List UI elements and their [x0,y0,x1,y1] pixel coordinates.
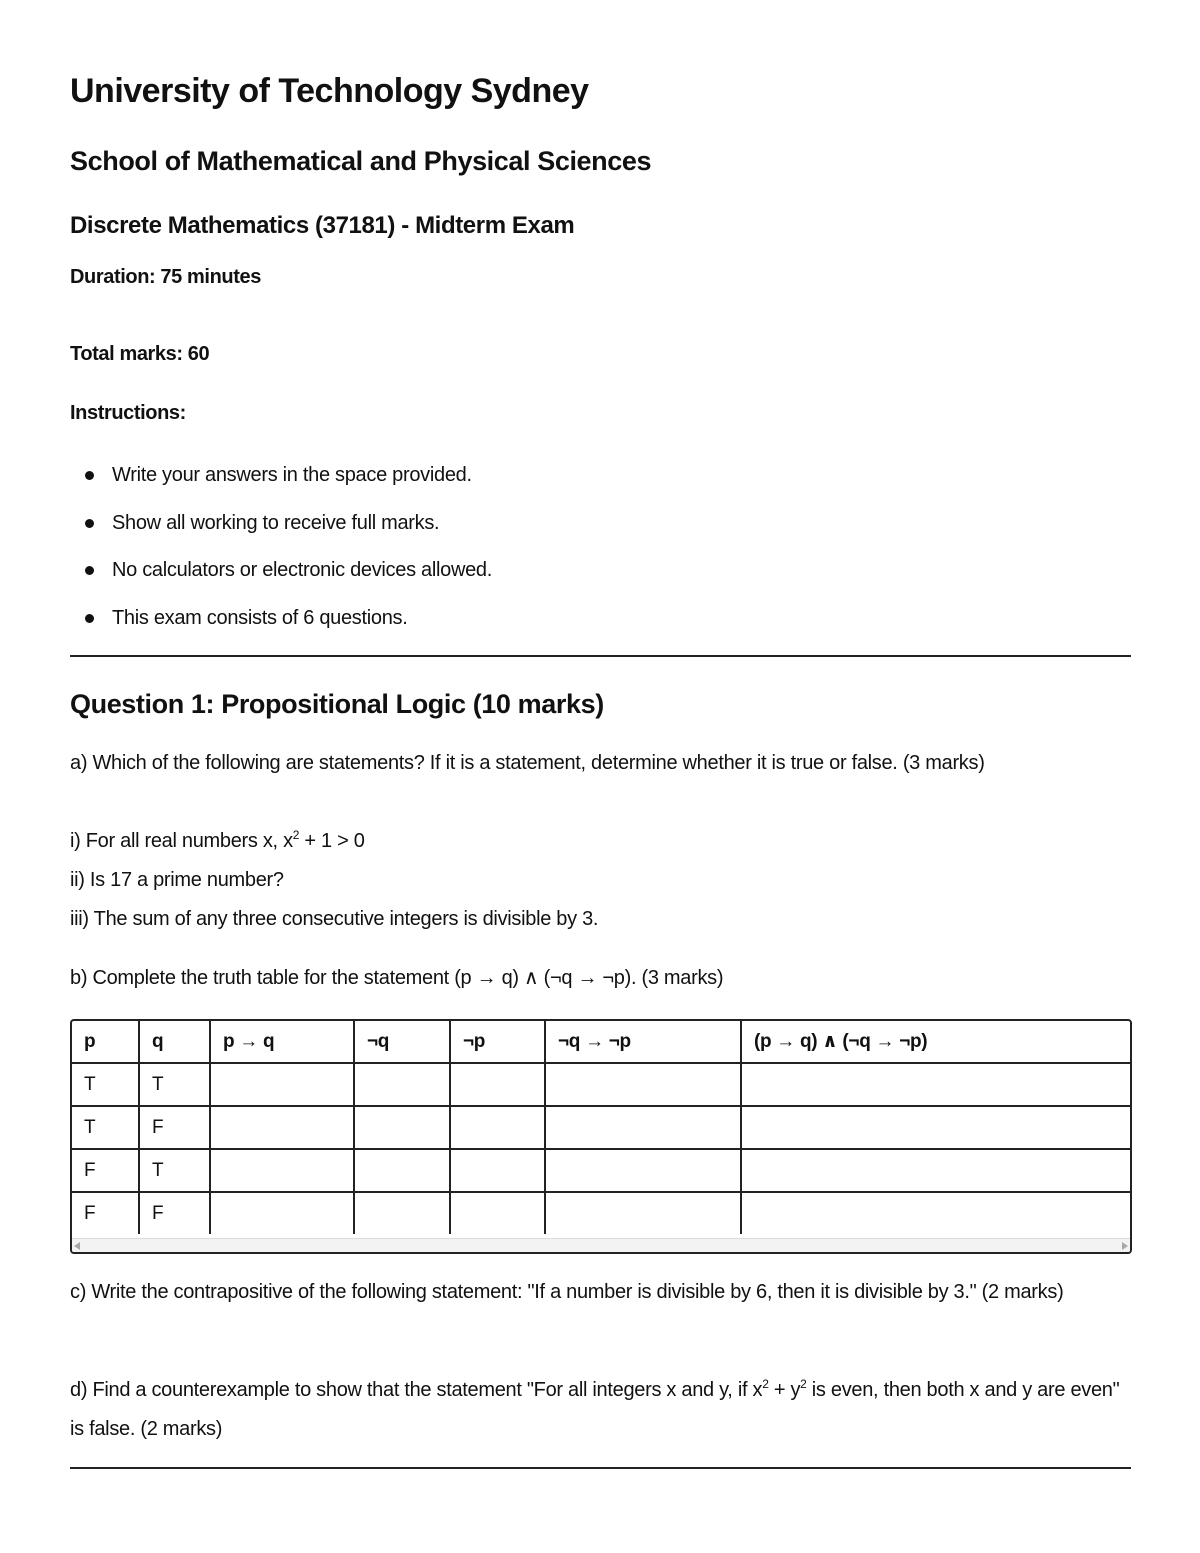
truth-table-container [70,1019,1132,1254]
column-header: p → q [210,1021,354,1063]
exam-duration: Duration: 75 minutes [70,266,261,288]
table-cell [210,1106,354,1149]
table-row [72,1192,1132,1234]
instruction-text: Show all working to receive full marks. [112,511,440,534]
section-divider [70,655,1131,657]
list-item [70,553,492,601]
table-cell [210,1063,354,1106]
total-marks: Total marks: 60 [70,343,210,365]
bullet-icon [85,614,94,623]
column-header: p [72,1021,139,1063]
table-cell [450,1106,545,1149]
bullet-icon [85,566,94,575]
instruction-text: Write your answers in the space provided. [112,464,472,486]
table-cell: F [139,1106,210,1149]
question-1c: c) Write the contrapositive of the following statement: "If a number is divisible by 6, then it is divisible by 3." (2 marks) [70,1281,1064,1303]
university-title: University of Technology Sydney [70,72,589,110]
list-item [70,601,492,649]
course-title: Discrete Mathematics (37181) - Midterm Exam [70,212,575,239]
table-cell [545,1106,741,1149]
table-cell: T [139,1149,210,1192]
table-cell [545,1149,741,1192]
table-cell [210,1149,354,1192]
table-cell [741,1192,1132,1234]
table-cell: F [72,1149,139,1192]
table-cell [741,1149,1132,1192]
table-cell [354,1106,450,1149]
table-cell [354,1192,450,1234]
table-cell [450,1149,545,1192]
bullet-icon [85,471,94,480]
scroll-right-icon[interactable] [1122,1242,1128,1250]
table-row [72,1063,1132,1106]
column-header: ¬q → ¬p [545,1021,741,1063]
question-1a: a) Which of the following are statements? If it is a statement, determine whether it is true or false. (3 marks) [70,752,985,774]
scroll-left-icon[interactable] [74,1242,80,1250]
table-header-row [72,1021,1132,1063]
question-1a-ii: ii) Is 17 a prime number? [70,869,284,891]
column-header: q [139,1021,210,1063]
list-item [70,506,492,554]
column-header: ¬p [450,1021,545,1063]
list-item [70,458,492,506]
question-1a-i: i) For all real numbers x, $x^2 + 1 > 0$ [70,828,365,852]
question-1b: b) Complete the truth table for the statement (p → q) ∧ (¬q → ¬p). (3 marks) [70,967,724,989]
instructions-heading: Instructions: [70,402,186,424]
table-cell [741,1106,1132,1149]
table-cell [450,1063,545,1106]
table-cell: F [139,1192,210,1234]
table-cell: T [72,1106,139,1149]
table-cell [450,1192,545,1234]
instruction-text: No calculators or electronic devices allowed. [112,559,493,581]
instruction-text: This exam consists of 6 questions. [112,606,408,629]
bullet-icon [85,519,94,528]
table-cell: F [72,1192,139,1234]
table-cell: T [72,1063,139,1106]
school-title: School of Mathematical and Physical Sciences [70,146,652,176]
question-1-title: Question 1: Propositional Logic (10 marks) [70,689,604,719]
table-row [72,1106,1132,1149]
horizontal-scrollbar[interactable] [72,1238,1130,1252]
table-cell [354,1063,450,1106]
column-header: (p → q) ∧ (¬q → ¬p) [741,1021,1132,1063]
table-row [72,1149,1132,1192]
table-cell [354,1149,450,1192]
table-cell [741,1063,1132,1106]
column-header: ¬q [354,1021,450,1063]
question-1a-iii: iii) The sum of any three consecutive integers is divisible by 3. [70,908,599,930]
table-cell: T [139,1063,210,1106]
table-cell [545,1063,741,1106]
instructions-list [70,458,492,648]
truth-table [72,1021,1132,1234]
section-divider [70,1467,1131,1469]
table-cell [210,1192,354,1234]
table-cell [545,1192,741,1234]
question-1d: d) Find a counterexample to show that the statement "For all integers x and y, if $x^2 + y^2$ is even, then both x and y are even" is false. (2 marks) [70,1377,1120,1440]
